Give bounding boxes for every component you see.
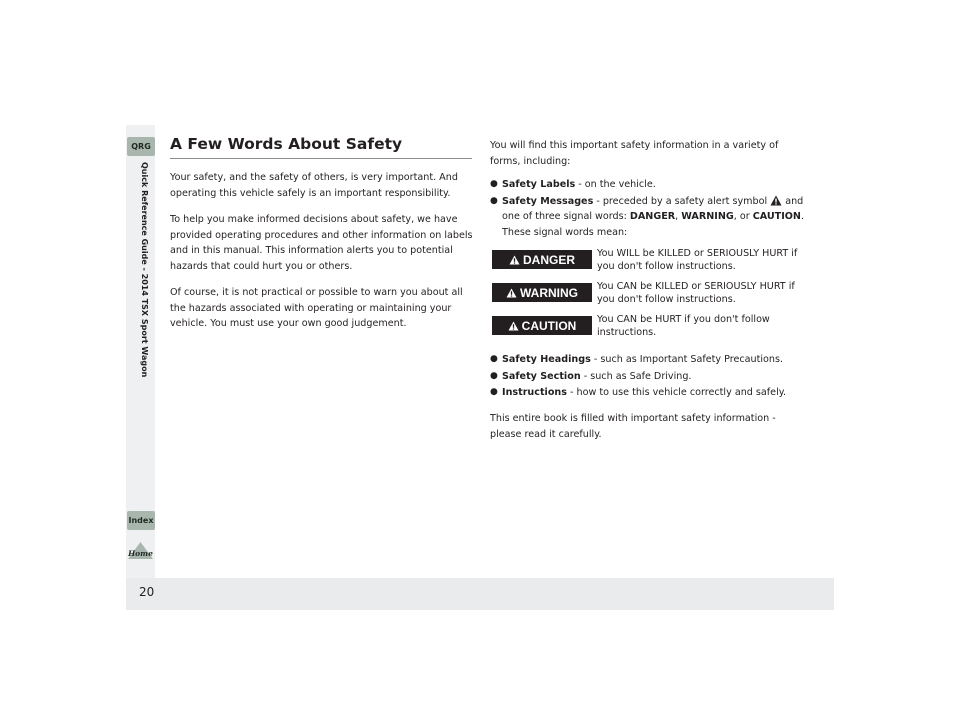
bullet-label: Safety Section: [502, 370, 581, 382]
qrg-tab[interactable]: QRG: [127, 137, 155, 156]
side-title: Quick Reference Guide - 2014 TSX Sport Wagon: [140, 162, 149, 378]
signal-warning: [492, 283, 812, 306]
separator: ,: [675, 211, 682, 222]
left-column: [170, 170, 475, 343]
caution-badge: [492, 316, 592, 335]
signal-word: CAUTION: [752, 211, 801, 222]
bullet-text: and one of three signal words:: [502, 195, 804, 222]
page-number: 20: [139, 585, 155, 599]
list-item: [490, 369, 810, 385]
index-tab[interactable]: Index: [127, 511, 155, 530]
signal-word: DANGER: [629, 211, 676, 222]
bullet-text: - preceded by a safety alert symbol: [593, 195, 771, 207]
signal-caution: [492, 316, 812, 339]
bullet-label: Safety Labels: [502, 179, 576, 190]
signal-meaning: You WILL be KILLED or SERIOUSLY HURT if you don't follow instructions.: [597, 248, 798, 272]
signal-word: WARNING: [520, 285, 578, 300]
paragraph: Your safety, and the safety of others, is very important. And operating this vehicle safely is an important responsibility.: [170, 172, 458, 199]
bullet-text: - on the vehicle.: [575, 179, 656, 190]
bullet-label: Instructions: [502, 387, 567, 398]
signal-danger: [492, 250, 812, 273]
intro-text: You will find this important safety information in a variety of forms, including:: [490, 140, 779, 167]
footer-band: [126, 578, 834, 610]
title-divider: [170, 158, 472, 159]
bullet-text: These signal words mean:: [502, 226, 628, 238]
bullet-icon: ●: [490, 387, 498, 397]
signal-meaning: You CAN be HURT if you don't follow instructions.: [597, 314, 770, 338]
list-item: [490, 352, 810, 368]
warning-badge: [492, 283, 592, 302]
paragraph: To help you make informed decisions about safety, we have provided operating procedures and other information on labels and in this manual. This information alerts you to potential hazards that could hurt you or others.: [170, 214, 473, 272]
danger-badge: [492, 250, 592, 269]
safety-alert-icon: [770, 195, 782, 206]
list-item: [490, 385, 810, 401]
separator: .: [800, 211, 805, 222]
section-title: A Few Words About Safety: [170, 135, 403, 153]
bullet-text: - how to use this vehicle correctly and safely.: [566, 387, 787, 398]
bullet-text: - such as Safe Driving.: [580, 370, 692, 382]
home-label: Home: [128, 549, 153, 558]
right-column: [490, 138, 810, 240]
home-icon: [125, 539, 156, 561]
bullet-icon: ●: [490, 195, 498, 206]
list-item: [490, 194, 810, 241]
bullet-icon: ●: [490, 370, 498, 381]
bullet-label: Safety Messages: [502, 195, 594, 207]
safety-alert-icon: [506, 288, 517, 298]
home-tab[interactable]: [125, 539, 156, 561]
bullet-icon: ●: [490, 179, 498, 189]
separator: , or: [733, 211, 753, 222]
signal-word: DANGER: [522, 252, 575, 267]
bullet-text: - such as Important Safety Precautions.: [590, 354, 784, 365]
safety-alert-icon: [509, 255, 520, 265]
signal-meaning: You CAN be KILLED or SERIOUSLY HURT if you don't follow instructions.: [597, 281, 795, 305]
list-item: [490, 177, 810, 193]
safety-alert-icon: [508, 321, 519, 331]
safety-list: [490, 351, 810, 401]
paragraph: Of course, it is not practical or possible to warn you about all the hazards associated with operating or maintaining your vehicle. You must use your own good judgement.: [170, 287, 463, 329]
signal-word: CAUTION: [521, 318, 577, 333]
bullet-label: Safety Headings: [502, 354, 591, 365]
bullet-icon: ●: [490, 354, 498, 364]
signal-word: WARNING: [681, 211, 734, 222]
closing-text: This entire book is filled with important safety information - please read it carefully.: [490, 413, 776, 440]
